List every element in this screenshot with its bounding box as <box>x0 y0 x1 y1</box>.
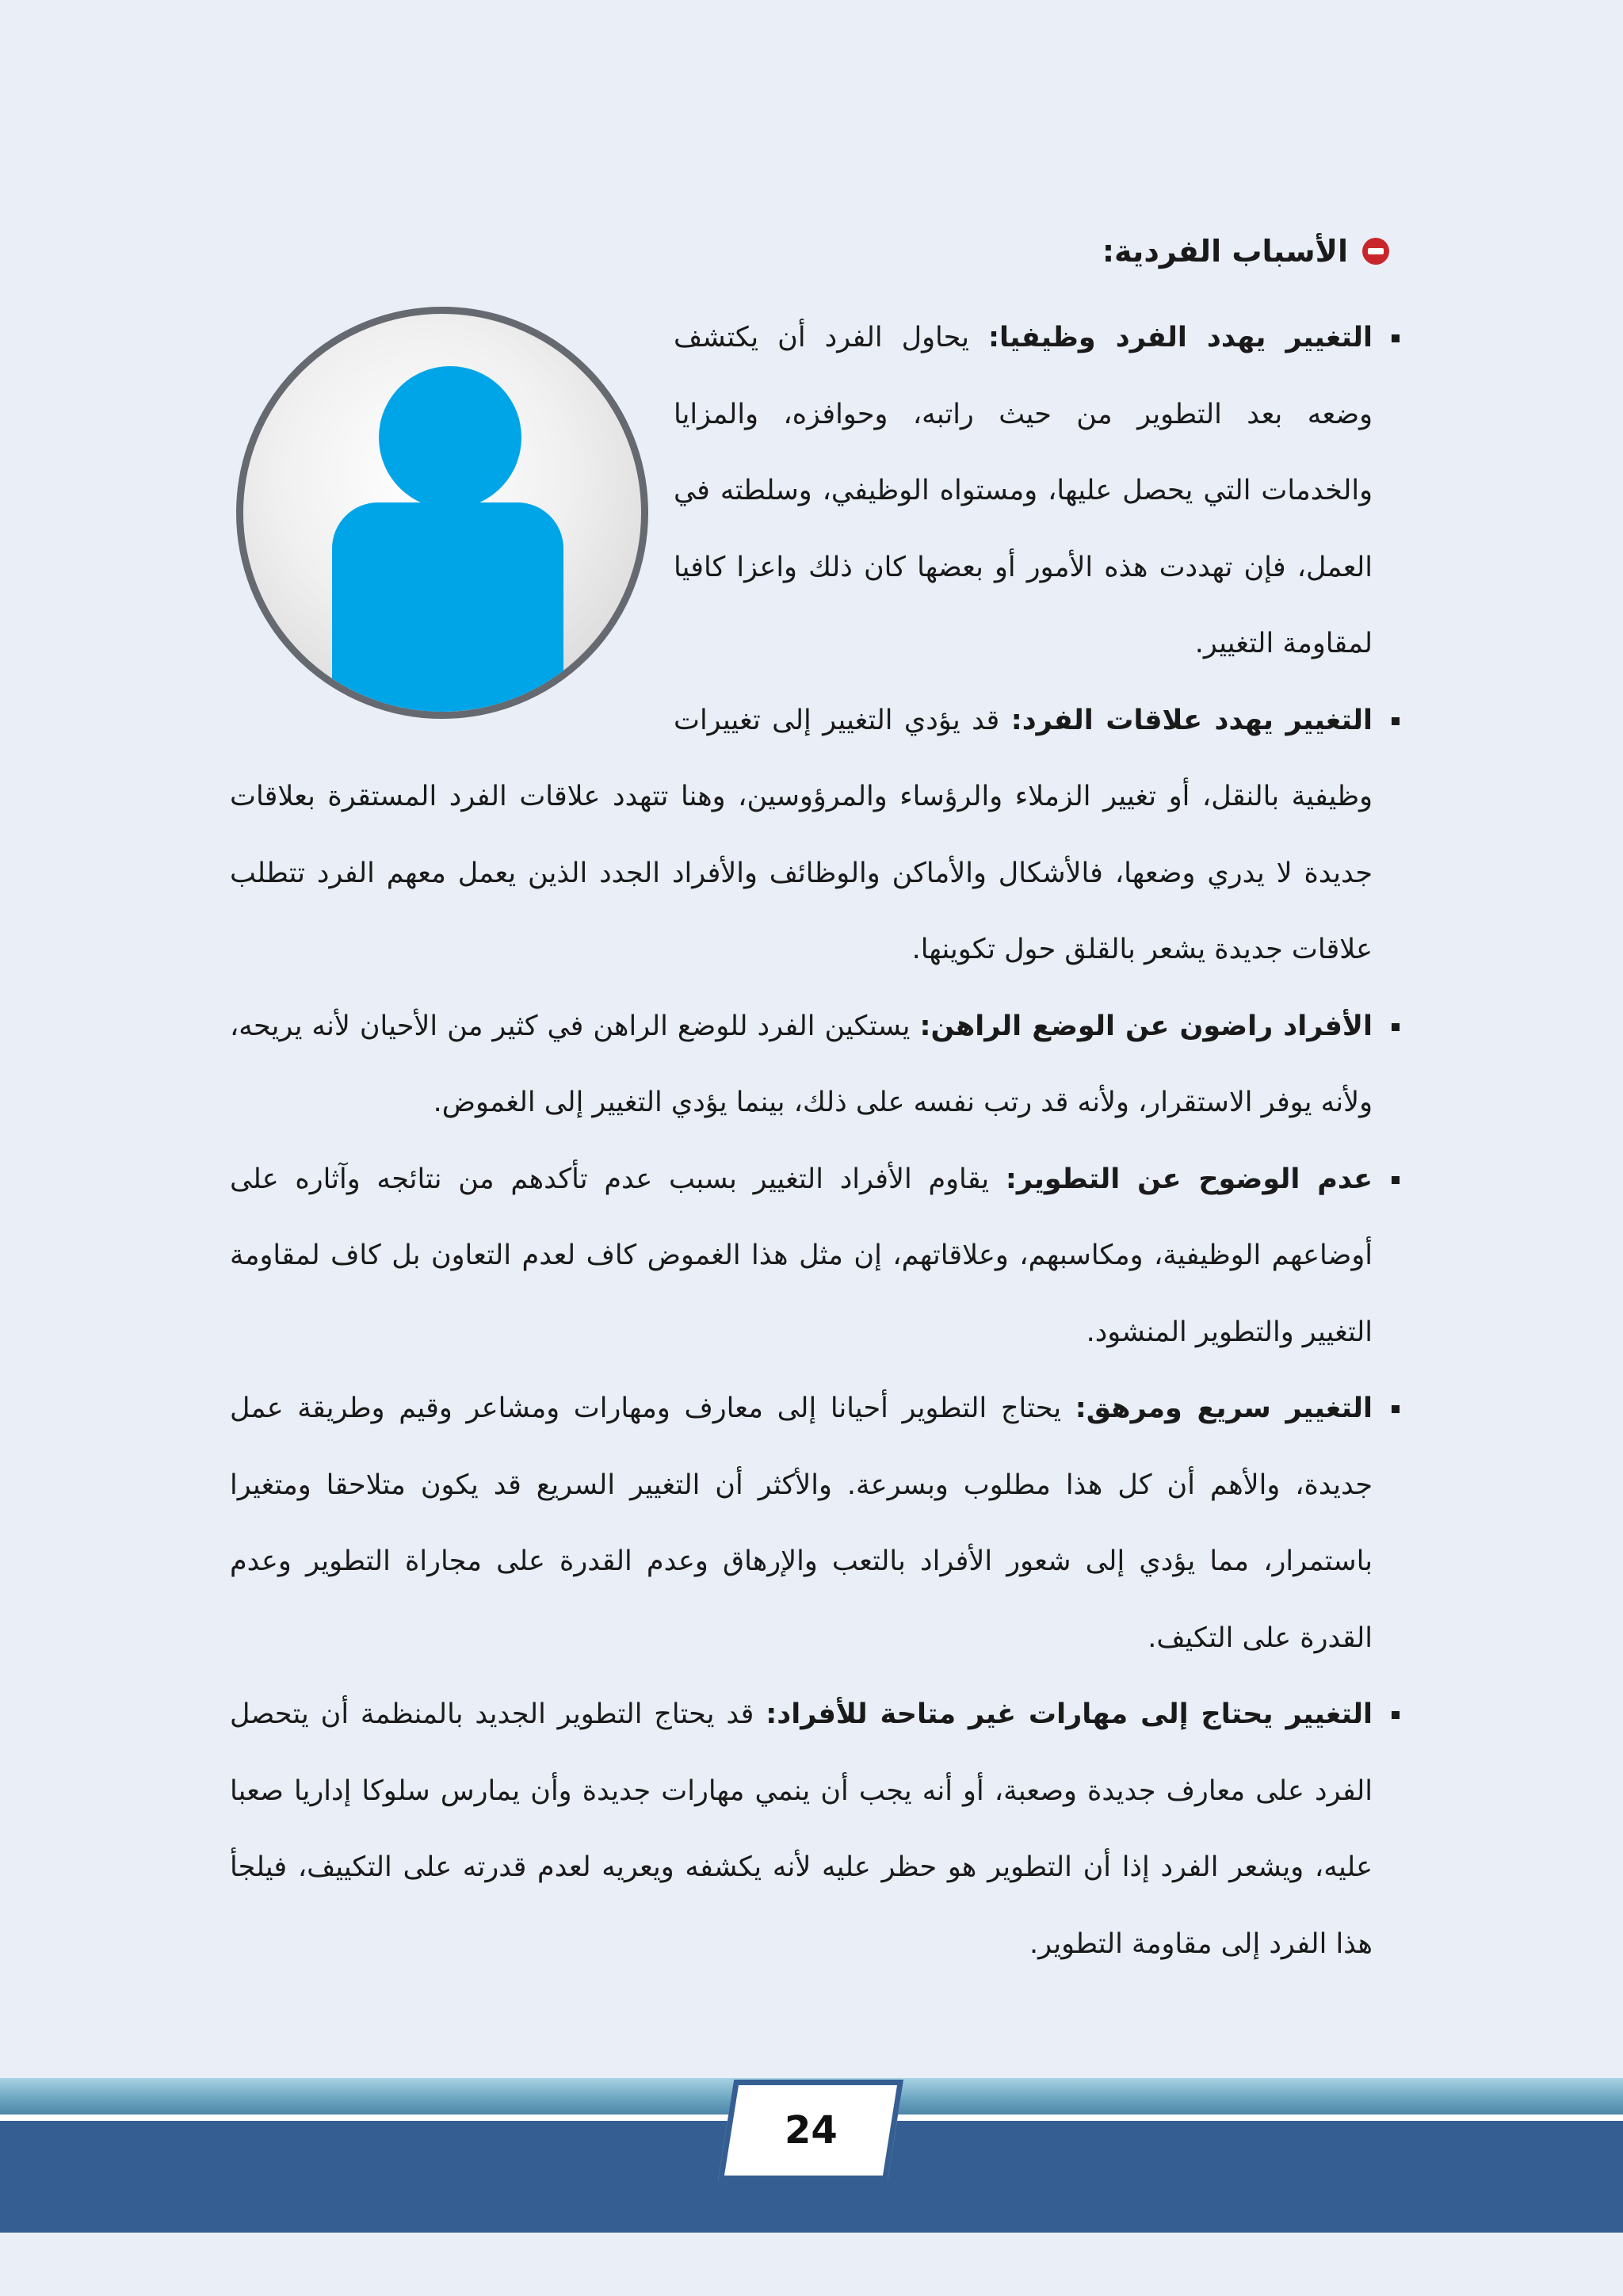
paragraph-text: قد يؤدي التغيير إلى تغييرات وظيفية بالنقل، أو تغيير الزملاء والرؤساء والمرؤوسين، وهنا تتهدد علاقات الفرد المستقرة بعلاقات جديدة لا يدري وضعها، فالأشكال والأماكن والوظائف والأفراد الجدد الذين يعمل معهم الفرد تتطلب علاقات جديدة يشعر بالقلق حول تكوينها. <box>230 704 1373 965</box>
paragraph-status-quo <box>230 988 1400 1141</box>
paragraph-text: قد يحتاج التطوير الجديد بالمنظمة أن يتحصل الفرد على معارف جديدة وصعبة، أو أنه يجب أن ينمي مهارات جديدة وأن يمارس سلوكا إداريا صعبا عليه، ويشعر الفرد إذا أن التطوير هو حظر عليه لأنه يكشفه ويعريه لعدم قدرته على التكييف، فيلجأ هذا الفرد إلى مقاومة التطوير. <box>230 1698 1373 1960</box>
bullet-icon <box>1392 1023 1400 1031</box>
paragraph-job-threat <box>230 300 1400 682</box>
paragraph-text: يحاول الفرد أن يكتشف وضعه بعد التطوير من حيث راتبه، وحوافزه، والمزايا والخدمات التي يحصل عليها، ومستواه الوظيفي، وسلطته في العمل، فإن تهددت هذه الأمور أو بعضها كان ذلك واعزا كافيا لمقاومة التغيير. <box>674 322 1373 659</box>
paragraph-text: يستكين الفرد للوضع الراهن في كثير من الأحيان لأنه يريحه، ولأنه يوفر الاستقرار، ولأنه قد رتب نفسه على ذلك، بينما يؤدي التغيير إلى الغموض. <box>230 1010 1373 1118</box>
section-heading-text: الأسباب الفردية: <box>1102 234 1348 269</box>
paragraph-text: يقاوم الأفراد التغيير بسبب عدم تأكدهم من نتائجه وآثاره على أوضاعهم الوظيفية، ومكاسبهم، وعلاقاتهم، إن مثل هذا الغموض كاف لعدم التعاون بل كاف لمقاومة التغيير والتطوير المنشود. <box>230 1163 1373 1348</box>
bullet-icon <box>1392 1405 1400 1413</box>
paragraph-term: التغيير يحتاج إلى مهارات غير متاحة للأفراد: <box>766 1698 1373 1730</box>
page-number: 24 <box>784 2108 838 2153</box>
paragraph-term: التغيير يهدد علاقات الفرد: <box>1010 704 1373 736</box>
bullet-icon <box>1392 717 1400 725</box>
bullet-icon <box>1392 1176 1400 1184</box>
paragraph-term: الأفراد راضون عن الوضع الراهن: <box>919 1010 1373 1042</box>
paragraph-unclear-development <box>230 1141 1400 1371</box>
section-heading <box>1102 234 1389 269</box>
minus-circle-icon <box>1362 238 1389 265</box>
paragraph-fast-change <box>230 1370 1400 1676</box>
paragraph-term: التغيير سريع ومرهق: <box>1075 1392 1373 1424</box>
bullet-icon <box>1392 1711 1400 1719</box>
page-number-box <box>718 2080 903 2181</box>
paragraph-missing-skills <box>230 1676 1400 1982</box>
bullet-icon <box>1392 334 1400 342</box>
content-body <box>230 300 1400 1982</box>
paragraph-term: عدم الوضوح عن التطوير: <box>1005 1163 1373 1195</box>
paragraph-text: يحتاج التطوير أحيانا إلى معارف ومهارات ومشاعر وقيم وطريقة عمل جديدة، والأهم أن كل هذا مطلوب وبسرعة. والأكثر أن التغيير السريع قد يكون متلاحقا ومتغيرا باستمرار، مما يؤدي إلى شعور الأفراد بالتعب والإرهاق وعدم القدرة على مجاراة التطوير وعدم القدرة على التكيف. <box>230 1392 1373 1654</box>
paragraph-relations-threat <box>230 682 1400 988</box>
paragraph-term: التغيير يهدد الفرد وظيفيا: <box>988 322 1373 353</box>
